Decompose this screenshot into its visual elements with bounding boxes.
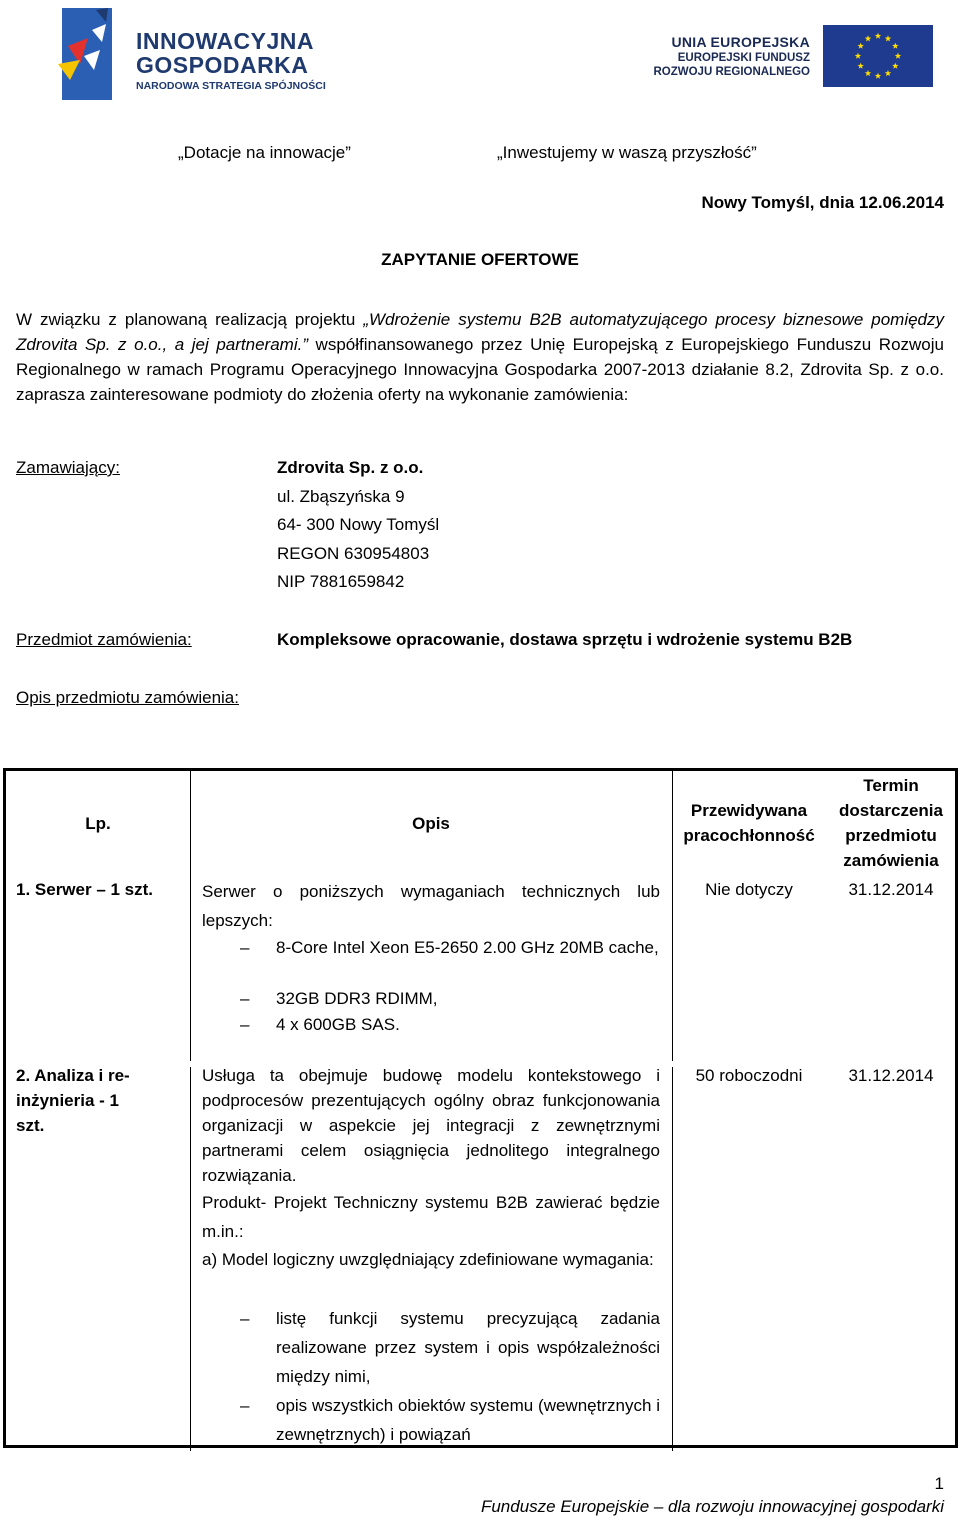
- logo-line-3: NARODOWA STRATEGIA SPÓJNOŚCI: [136, 80, 326, 92]
- header-lp: Lp.: [85, 814, 111, 833]
- eu-logo: [628, 22, 933, 92]
- dash-icon: –: [240, 1309, 250, 1328]
- row2-opis: Usługa ta obejmuje budowę modelu kontekstowego i podprocesów prezentujących ogólny obraz funkcjonowania organizacji w aspekcie jej integracji z zewnętrznymi partnerami celem osiągnięcia jednolitego integralnego rozwiązania.: [202, 1066, 660, 1185]
- subject-value: Kompleksowe opracowanie, dostawa sprzętu i wdrożenie systemu B2B: [277, 630, 853, 649]
- table-bottom-border: [3, 1445, 958, 1448]
- row1-effort: Nie dotyczy: [705, 880, 793, 899]
- dash-icon: –: [240, 1015, 250, 1034]
- buyer-street: ul. Zbąszyńska 9: [277, 486, 405, 506]
- logo-line-2: GOSPODARKA: [136, 52, 309, 78]
- row2-opis-2: Produkt- Projekt Techniczny systemu B2B zawierać będzie m.in.:: [202, 1193, 660, 1241]
- innowacyjna-gospodarka-logo: [56, 8, 346, 100]
- row2-bullet: [240, 1304, 660, 1391]
- logo-line-1: INNOWACYJNA: [136, 28, 315, 54]
- row2-bullet-text: opis wszystkich obiektów systemu (wewnętrznych i zewnętrznych) i powiązań: [276, 1396, 660, 1444]
- header-deadline: Termin dostarczenia przedmiotu zamówienia: [839, 776, 943, 870]
- row2-effort: 50 roboczodni: [695, 1066, 803, 1085]
- dash-icon: –: [240, 989, 250, 1008]
- dash-icon: –: [240, 1396, 250, 1415]
- row2-deadline: 31.12.2014: [848, 1066, 934, 1085]
- order-table: [3, 768, 958, 1448]
- page-number: 1: [934, 1474, 944, 1493]
- row1-bullet-text: 4 x 600GB SAS.: [276, 1015, 400, 1034]
- row1-lp: 1. Serwer – 1 szt.: [16, 880, 154, 899]
- intro-part-2: współfinansowanego przez Unię Europejską z Europejskiego Funduszu Rozwoju Regionalnego w ramach Programu Operacyjnego Innowacyjna Gospodarka 2007-2013 działanie 8.2, Zdrovita Sp. z o.o. zaprasza zainteresowane podmioty do złożenia oferty na wykonanie zamówienia:: [16, 335, 944, 404]
- table-divider: [672, 1067, 673, 1451]
- buyer-nip: NIP 7881659842: [277, 572, 405, 591]
- dash-icon: –: [240, 938, 250, 957]
- buyer-regon: REGON 630954803: [277, 543, 430, 563]
- intro-paragraph: [16, 307, 944, 407]
- row1-deadline: 31.12.2014: [848, 880, 934, 899]
- buyer-label: Zamawiający:: [16, 458, 120, 477]
- row2-bullet-text: listę funkcji systemu precyzującą zadania realizowane przez system i opis współzależności między nimi,: [276, 1309, 660, 1386]
- row1-bullet: [240, 935, 660, 960]
- table-divider: [190, 1067, 191, 1451]
- row1-bullet: [240, 1012, 660, 1037]
- row1-bullet-text: 8-Core Intel Xeon E5-2650 2.00 GHz 20MB cache,: [276, 938, 659, 957]
- header-opis: Opis: [412, 814, 450, 833]
- description-label: Opis przedmiotu zamówienia:: [16, 688, 239, 707]
- slogan-right: „Inwestujemy w waszą przyszłość”: [497, 143, 757, 162]
- innowacyjna-gospodarka-emblem: [56, 8, 136, 100]
- footer-slogan: Fundusze Europejskie – dla rozwoju innowacyjnej gospodarki: [480, 1497, 944, 1516]
- header-effort: Przewidywana pracochłonność: [683, 801, 815, 845]
- eu-logo-line-1: UNIA EUROPEJSKA: [671, 34, 810, 50]
- dateline: Nowy Tomyśl, dnia 12.06.2014: [701, 193, 944, 212]
- document-title: ZAPYTANIE OFERTOWE: [381, 250, 579, 269]
- eu-logo-line-3: ROZWOJU REGIONALNEGO: [653, 66, 810, 78]
- buyer-name: Zdrovita Sp. z o.o.: [277, 458, 424, 477]
- row1-opis: Serwer o poniższych wymaganiach technicznych lub lepszych:: [202, 882, 660, 930]
- eu-flag-icon: [823, 25, 933, 87]
- subject-label: Przedmiot zamówienia:: [16, 630, 192, 649]
- buyer-city: 64- 300 Nowy Tomyśl: [277, 515, 440, 534]
- intro-part-1: W związku z planowaną realizacją projektu: [16, 310, 364, 329]
- row1-bullet: [240, 986, 660, 1011]
- row1-bullet-text: 32GB DDR3 RDIMM,: [276, 989, 438, 1008]
- intro-project-name: „Wdrożenie systemu B2B automatyzującego procesy biznesowe pomiędzy Zdrovita Sp. z o.o., a jej partnerami.”: [16, 310, 945, 354]
- table-divider: [672, 771, 673, 1061]
- row2-bullet: [240, 1391, 660, 1449]
- slogan-left: „Dotacje na innowacje”: [178, 143, 351, 162]
- buyer-details: [277, 454, 439, 597]
- row2-opis-3: a) Model logiczny uwzględniający zdefiniowane wymagania:: [202, 1250, 654, 1269]
- eu-logo-line-2: EUROPEJSKI FUNDUSZ: [677, 52, 810, 64]
- row2-lp: 2. Analiza i re-inżynieria - 1 szt.: [16, 1066, 130, 1135]
